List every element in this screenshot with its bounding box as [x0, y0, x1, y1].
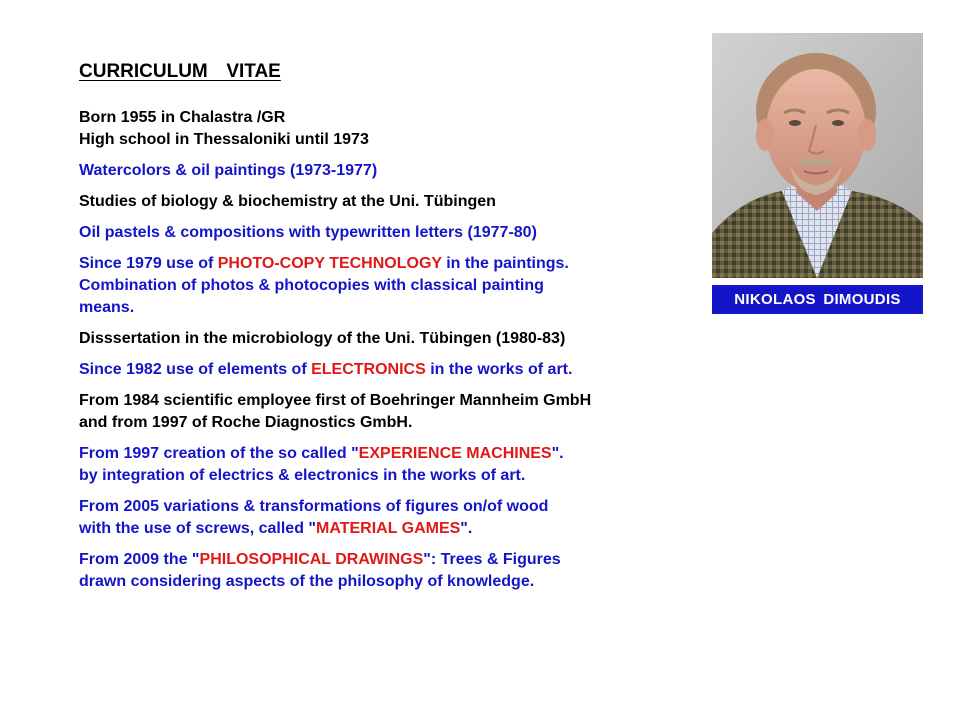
cv-entry-line — [79, 359, 689, 381]
cv-entry — [79, 107, 689, 151]
cv-entry-line — [79, 275, 689, 297]
cv-entry-line — [79, 222, 689, 244]
cv-entry-line — [79, 549, 689, 571]
text-segment: From 2005 variations & transformations of figures on/of wood — [79, 498, 549, 515]
cv-entry-line — [79, 160, 689, 182]
cv-entry-line — [79, 328, 689, 350]
cv-entry-line — [79, 297, 689, 319]
cv-entry-line — [79, 253, 689, 275]
cv-entry — [79, 253, 689, 319]
highlighted-term: EXPERIENCE MACHINES — [358, 445, 552, 462]
cv-entry-line — [79, 518, 689, 540]
cv-entry-line — [79, 191, 689, 213]
text-segment: Since 1979 use of — [79, 255, 218, 272]
text-segment: Studies of biology & biochemistry at the Uni. Tübingen — [79, 193, 496, 210]
text-segment: in the paintings. — [441, 255, 569, 272]
photo-caption: NIKOLAOS DIMOUDIS — [712, 285, 923, 314]
text-segment: From 1997 creation of the so called " — [79, 445, 359, 462]
portrait-photo — [712, 33, 923, 278]
text-segment: ". — [460, 520, 473, 537]
cv-entry — [79, 390, 689, 434]
text-segment: means. — [79, 299, 135, 316]
text-segment: in the works of art. — [425, 361, 573, 378]
highlighted-term: ELECTRONICS — [311, 361, 426, 378]
cv-entry — [79, 222, 689, 244]
cv-entry-line — [79, 571, 689, 593]
page-title: CURRICULUM VITAE — [79, 61, 281, 82]
cv-entry — [79, 191, 689, 213]
cv-entry-line — [79, 129, 689, 151]
text-segment: drawn considering aspects of the philosophy of knowledge. — [79, 573, 535, 590]
text-segment: ". — [551, 445, 564, 462]
text-segment: Oil pastels & compositions with typewritten letters (1977-80) — [79, 224, 537, 241]
text-segment: ": Trees & Figures — [423, 551, 561, 568]
text-segment: From 1984 scientific employee first of Boehringer Mannheim GmbH — [79, 392, 592, 409]
cv-entry-line — [79, 390, 689, 412]
cv-entries — [79, 107, 689, 602]
cv-entry — [79, 549, 689, 593]
cv-entry — [79, 160, 689, 182]
text-segment: Born 1955 in Chalastra /GR — [79, 109, 286, 126]
cv-entry-line — [79, 443, 689, 465]
text-segment: Since 1982 use of elements of — [79, 361, 312, 378]
text-segment: Combination of photos & photocopies with classical painting — [79, 277, 544, 294]
text-segment: by integration of electrics & electronics in the works of art. — [79, 467, 526, 484]
text-segment: and from 1997 of Roche Diagnostics GmbH. — [79, 414, 413, 431]
cv-entry-line — [79, 465, 689, 487]
cv-entry — [79, 359, 689, 381]
text-segment: Watercolors & oil paintings (1973-1977) — [79, 162, 378, 179]
highlighted-term: PHILOSOPHICAL DRAWINGS — [199, 551, 424, 568]
highlighted-term: MATERIAL GAMES — [316, 520, 461, 537]
text-segment: From 2009 the " — [79, 551, 200, 568]
cv-entry — [79, 328, 689, 350]
cv-entry-line — [79, 412, 689, 434]
highlighted-term: PHOTO-COPY TECHNOLOGY — [217, 255, 442, 272]
text-segment: with the use of screws, called " — [79, 520, 316, 537]
cv-entry — [79, 496, 689, 540]
text-segment: Disssertation in the microbiology of the Uni. Tübingen (1980-83) — [79, 330, 566, 347]
cv-entry — [79, 443, 689, 487]
cv-entry-line — [79, 107, 689, 129]
cv-entry-line — [79, 496, 689, 518]
text-segment: High school in Thessaloniki until 1973 — [79, 131, 369, 148]
